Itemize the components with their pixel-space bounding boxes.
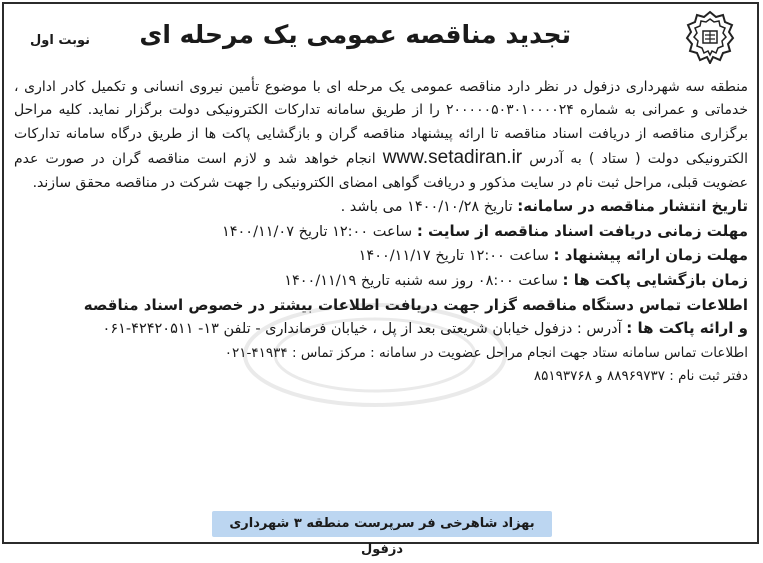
setad-contact-line: اطلاعات تماس سامانه ستاد جهت انجام مراحل عضویت در سامانه : مرکز تماس : ۴۱۹۳۴-۰۲۱	[224, 345, 748, 361]
opening-label: زمان بازگشایی پاکت ها :	[562, 270, 748, 289]
office-line: دفتر ثبت نام : ۸۸۹۶۹۷۳۷ و ۸۵۱۹۳۷۶۸	[533, 368, 748, 384]
address-row	[14, 317, 748, 342]
contact-heading: اطلاعات تماس دستگاه مناقصه گزار جهت دریافت اطلاعات بیشتر در خصوص اسناد مناقصه	[83, 296, 748, 315]
notice-title: تجدید مناقصه عمومی یک مرحله ای	[139, 20, 571, 49]
address-value: آدرس : دزفول خیابان شریعتی بعد از پل ، خیابان فرمانداری - تلفن ۱۳- ۴۲۴۲۰۵۱۱-۰۶۱	[102, 321, 622, 338]
intro-paragraph	[14, 76, 748, 195]
round-label: نوبت اول	[30, 33, 91, 48]
notice-body	[14, 76, 748, 388]
publish-date-value: تاریخ ۱۴۰۰/۱۰/۲۸ می باشد .	[340, 199, 513, 216]
opening-row	[14, 269, 748, 294]
doc-deadline-label: مهلت زمانی دریافت اسناد مناقصه از سایت :	[416, 221, 748, 240]
bid-deadline-label: مهلت زمان ارائه پیشنهاد :	[553, 246, 748, 265]
bid-deadline-value: ساعت ۱۲:۰۰ تاریخ ۱۴۰۰/۱۱/۱۷	[358, 248, 549, 265]
doc-deadline-row	[14, 220, 748, 245]
intro-text-1: منطقه سه شهرداری دزفول در نظر دارد مناقصه عمومی یک مرحله ای با موضوع تأمین نیروی انسانی و تکمیل کادر اداری ، خدماتی و عمرانی به شماره ۲۰۰۰۰۰۵۰۳۰۱۰۰۰۰۲۴ را از طریق سامانه تدارکات الکترونیکی دولت برگزار نماید. کلیه مراحل برگزاری مناقصه از دریافت اسناد مناقصه تا ارائه پیشنهاد مناقصه گران و بازگشایی پاکت ها از طریق درگاه سامانه تدارکات الکترونیکی دولت ( ستاد ) به آدرس	[14, 79, 749, 168]
publish-date-label: تاریخ انتشار مناقصه در سامانه:	[517, 197, 748, 216]
opening-value: ساعت ۰۸:۰۰ روز سه شنبه تاریخ ۱۴۰۰/۱۱/۱۹	[284, 272, 558, 289]
address-label: و ارائه پاکت ها :	[626, 319, 748, 338]
setad-url[interactable]: www.setadiran.ir	[382, 147, 523, 169]
signature-banner: بهزاد شاهرخی فر سرپرست منطقه ۳ شهرداری دزفول	[212, 511, 552, 537]
municipality-emblem-icon	[685, 10, 735, 64]
bid-deadline-row	[14, 244, 748, 269]
intro-text-2: انجام خواهد شد و لازم است مناقصه گران در صورت عدم عضویت قبلی، مراحل ثبت نام در سایت مذکور و دریافت گواهی امضای الکترونیکی را جهت شرکت در مناقصه محقق سازند.	[14, 151, 748, 191]
publish-date-row	[14, 195, 748, 220]
notice-header	[8, 6, 753, 68]
doc-deadline-value: ساعت ۱۲:۰۰ تاریخ ۱۴۰۰/۱۱/۰۷	[221, 223, 413, 240]
